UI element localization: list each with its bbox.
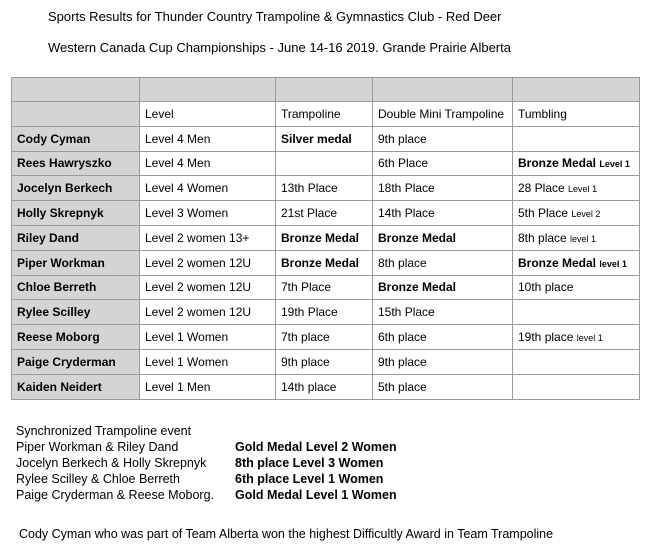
tumbling-result [513,176,640,201]
column-header-level: Level [140,102,276,127]
table-row [12,275,640,300]
athlete-level: Level 4 Men [140,151,276,176]
tumbling-placement: Bronze Medal [518,255,597,270]
synchronized-results [16,423,397,503]
double-mini-result: 5th place [373,374,513,399]
tumbling-result [513,325,640,350]
athlete-level: Level 2 women 12U [140,250,276,275]
tumbling-result [513,126,640,151]
synchronized-result: 6th place Level 1 Women [235,472,384,486]
athlete-name: Chloe Berreth [12,275,140,300]
tumbling-placement: 19th place [518,330,574,345]
table-row [12,300,640,325]
synchronized-pair: Jocelyn Berkech & Holly Skrepnyk [16,456,207,470]
tumbling-level: level 1 [576,333,603,344]
tumbling-placement: 5th Place [518,206,569,221]
table-header-row [12,102,640,127]
athlete-name: Rees Hawryszko [12,151,140,176]
column-header-double-mini: Double Mini Trampoline [373,102,513,127]
synchronized-entry [16,471,384,487]
trampoline-result: 19th Place [276,300,373,325]
athlete-level: Level 4 Women [140,176,276,201]
trampoline-result [276,151,373,176]
table-shaded-top-row [12,78,640,102]
trampoline-result: 13th Place [276,176,373,201]
athlete-level: Level 2 women 12U [140,275,276,300]
trampoline-result: 7th Place [276,275,373,300]
athlete-level: Level 2 women 12U [140,300,276,325]
tumbling-result [513,201,640,226]
athlete-name: Rylee Scilley [12,300,140,325]
synchronized-title: Synchronized Trampoline event [16,424,192,438]
athlete-level: Level 2 women 13+ [140,225,276,250]
athlete-level: Level 4 Men [140,126,276,151]
athlete-name: Holly Skrepnyk [12,201,140,226]
table-row [12,325,640,350]
tumbling-result [513,151,640,176]
synchronized-entry [16,487,397,503]
double-mini-result: 9th place [373,349,513,374]
column-header-trampoline: Trampoline [276,102,373,127]
tumbling-result [513,349,640,374]
double-mini-result: 8th place [373,250,513,275]
athlete-name: Kaiden Neidert [12,374,140,399]
trampoline-result: Bronze Medal [276,250,373,275]
synchronized-pair: Paige Cryderman & Reese Moborg. [16,488,215,502]
double-mini-result: Bronze Medal [373,275,513,300]
double-mini-result: 6th Place [373,151,513,176]
double-mini-result: 18th Place [373,176,513,201]
tumbling-result [513,225,640,250]
double-mini-result: 6th place [373,325,513,350]
tumbling-placement: 28 Place [518,181,565,196]
page-title: Sports Results for Thunder Country Trampoline & Gymnastics Club - Red Deer [48,9,502,24]
synchronized-result: Gold Medal Level 2 Women [235,440,397,454]
trampoline-result: Bronze Medal [276,225,373,250]
double-mini-result: 15th Place [373,300,513,325]
athlete-level: Level 1 Men [140,374,276,399]
athlete-level: Level 1 Women [140,349,276,374]
athlete-name: Paige Cryderman [12,349,140,374]
table-row [12,225,640,250]
athlete-name: Piper Workman [12,250,140,275]
tumbling-level: Level 1 [599,159,630,170]
table-row [12,126,640,151]
table-row [12,374,640,399]
double-mini-result: 9th place [373,126,513,151]
footer-note: Cody Cyman who was part of Team Alberta won the highest Difficultly Award in Team Trampoline [19,527,554,541]
trampoline-result: 9th place [276,349,373,374]
tumbling-result [513,374,640,399]
double-mini-result: 14th Place [373,201,513,226]
tumbling-placement: 8th place [518,230,567,245]
tumbling-level: Level 2 [571,209,601,220]
trampoline-result: Silver medal [276,126,373,151]
synchronized-entry [16,439,397,455]
table-row [12,151,640,176]
tumbling-level: level 1 [599,258,627,269]
synchronized-entry [16,455,384,471]
trampoline-result: 21st Place [276,201,373,226]
synchronized-pair: Piper Workman & Riley Dand [16,440,179,454]
column-header-tumbling: Tumbling [513,102,640,127]
page-subtitle: Western Canada Cup Championships - June 14-16 2019. Grande Prairie Alberta [48,40,511,55]
athlete-level: Level 3 Women [140,201,276,226]
tumbling-result: 10th place [513,275,640,300]
athlete-name: Jocelyn Berkech [12,176,140,201]
tumbling-level: level 1 [570,233,597,244]
trampoline-result: 14th place [276,374,373,399]
synchronized-result: 8th place Level 3 Women [235,456,384,470]
athlete-name: Riley Dand [12,225,140,250]
tumbling-level: Level 1 [568,184,598,195]
table-row [12,201,640,226]
athlete-name: Reese Moborg [12,325,140,350]
tumbling-result [513,250,640,275]
table-header-empty [12,102,140,127]
trampoline-result: 7th place [276,325,373,350]
tumbling-placement: Bronze Medal [518,156,597,171]
athlete-level: Level 1 Women [140,325,276,350]
table-row [12,250,640,275]
results-table [11,77,640,400]
synchronized-result: Gold Medal Level 1 Women [235,488,397,502]
table-row [12,176,640,201]
double-mini-result: Bronze Medal [373,225,513,250]
synchronized-pair: Rylee Scilley & Chloe Berreth [16,472,180,486]
table-row [12,349,640,374]
tumbling-result [513,300,640,325]
athlete-name: Cody Cyman [12,126,140,151]
